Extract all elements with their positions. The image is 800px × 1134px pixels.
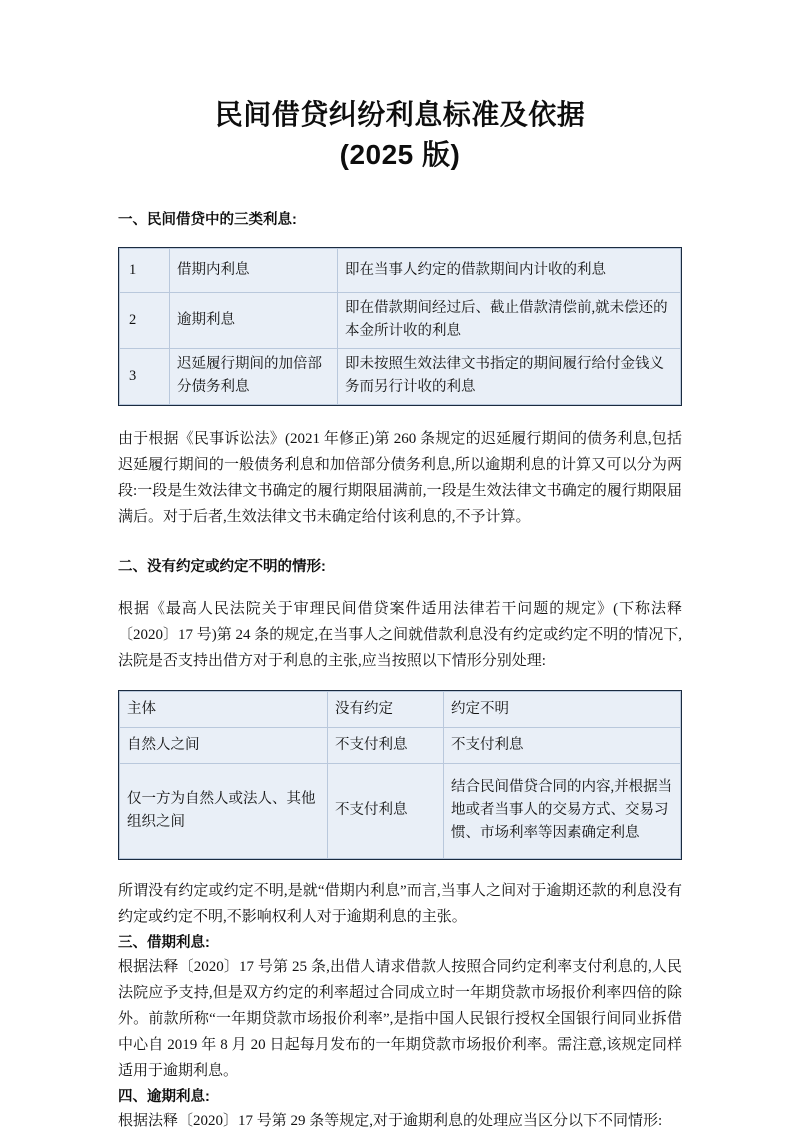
section-3-paragraph: 根据法释〔2020〕17 号第 25 条,出借人请求借款人按照合同约定利率支付利息的,人民法院应予支持,但是双方约定的利率超过合同成立时一年期贷款市场报价利率四倍的除外。前款所称“一年期贷款市场报价利率”,是指中国人民银行授权全国银行间同业拆借中心自 2019 年 8 月 20 日起每月发布的一年期贷款市场报价利率。需注意,该规定同样适用于逾期利息。 bbox=[118, 959, 682, 1079]
interest-description: 即在当事人约定的借款期间内计收的利息 bbox=[338, 249, 681, 293]
interest-name: 借期内利息 bbox=[170, 249, 338, 293]
title-line-1: 民间借贷纠纷利息标准及依据 bbox=[214, 99, 586, 130]
section-heading-4: 四、逾期利息: bbox=[118, 1089, 210, 1105]
table-row bbox=[120, 293, 681, 349]
table-row bbox=[120, 764, 681, 859]
interest-name: 迟延履行期间的加倍部分债务利息 bbox=[170, 349, 338, 405]
subject-cell: 仅一方为自然人或法人、其他组织之间 bbox=[120, 764, 328, 859]
section-heading-3: 三、借期利息: bbox=[118, 935, 210, 951]
section-2-paragraph-after-table: 所谓没有约定或约定不明,是就“借期内利息”而言,当事人之间对于逾期还款的利息没有约定或约定不明,不影响权利人对于逾期利息的主张。 bbox=[118, 883, 682, 925]
section-heading-2: 二、没有约定或约定不明的情形: bbox=[118, 559, 326, 575]
subject-cell: 自然人之间 bbox=[120, 728, 328, 764]
table-row bbox=[120, 728, 681, 764]
unclear-agreement-cell: 结合民间借贷合同的内容,并根据当地或者当事人的交易方式、交易习惯、市场利率等因素确定利息 bbox=[444, 764, 681, 859]
no-agreement-table bbox=[118, 690, 682, 860]
section-2-paragraph: 根据《最高人民法院关于审理民间借贷案件适用法律若干问题的规定》(下称法释〔2020〕17 号)第 24 条的规定,在当事人之间就借款利息没有约定或约定不明的情况下,法院是否支持出借方对于利息的主张,应当按照以下情形分别处理: bbox=[118, 601, 682, 669]
no-agreement-cell: 不支付利息 bbox=[328, 728, 444, 764]
row-number: 2 bbox=[120, 293, 170, 349]
table-header-row bbox=[120, 692, 681, 728]
row-number: 1 bbox=[120, 249, 170, 293]
table-row bbox=[120, 349, 681, 405]
interest-description: 即在借款期间经过后、截止借款清偿前,就未偿还的本金所计收的利息 bbox=[338, 293, 681, 349]
unclear-agreement-cell: 不支付利息 bbox=[444, 728, 681, 764]
interest-description: 即未按照生效法律文书指定的期间履行给付金钱义务而另行计收的利息 bbox=[338, 349, 681, 405]
three-interest-types-table bbox=[118, 247, 682, 406]
page-title bbox=[118, 0, 682, 175]
section-1-paragraph: 由于根据《民事诉讼法》(2021 年修正)第 260 条规定的迟延履行期间的债务利息,包括迟延履行期间的一般债务利息和加倍部分债务利息,所以逾期利息的计算又可以分为两段:一段是生效法律文书确定的履行期限届满前,一段是生效法律文书确定的履行期限届满后。对于后者,生效法律文书未确定给付该利息的,不予计算。 bbox=[118, 431, 682, 525]
column-header-subject: 主体 bbox=[120, 692, 328, 728]
section-4-paragraph: 根据法释〔2020〕17 号第 29 条等规定,对于逾期利息的处理应当区分以下不同情形: bbox=[118, 1113, 663, 1129]
row-number: 3 bbox=[120, 349, 170, 405]
column-header-no-agreement: 没有约定 bbox=[328, 692, 444, 728]
interest-name: 逾期利息 bbox=[170, 293, 338, 349]
title-line-2: (2025 版) bbox=[339, 139, 461, 170]
no-agreement-cell: 不支付利息 bbox=[328, 764, 444, 859]
table-row bbox=[120, 249, 681, 293]
section-heading-1: 一、民间借贷中的三类利息: bbox=[118, 212, 297, 228]
column-header-unclear-agreement: 约定不明 bbox=[444, 692, 681, 728]
